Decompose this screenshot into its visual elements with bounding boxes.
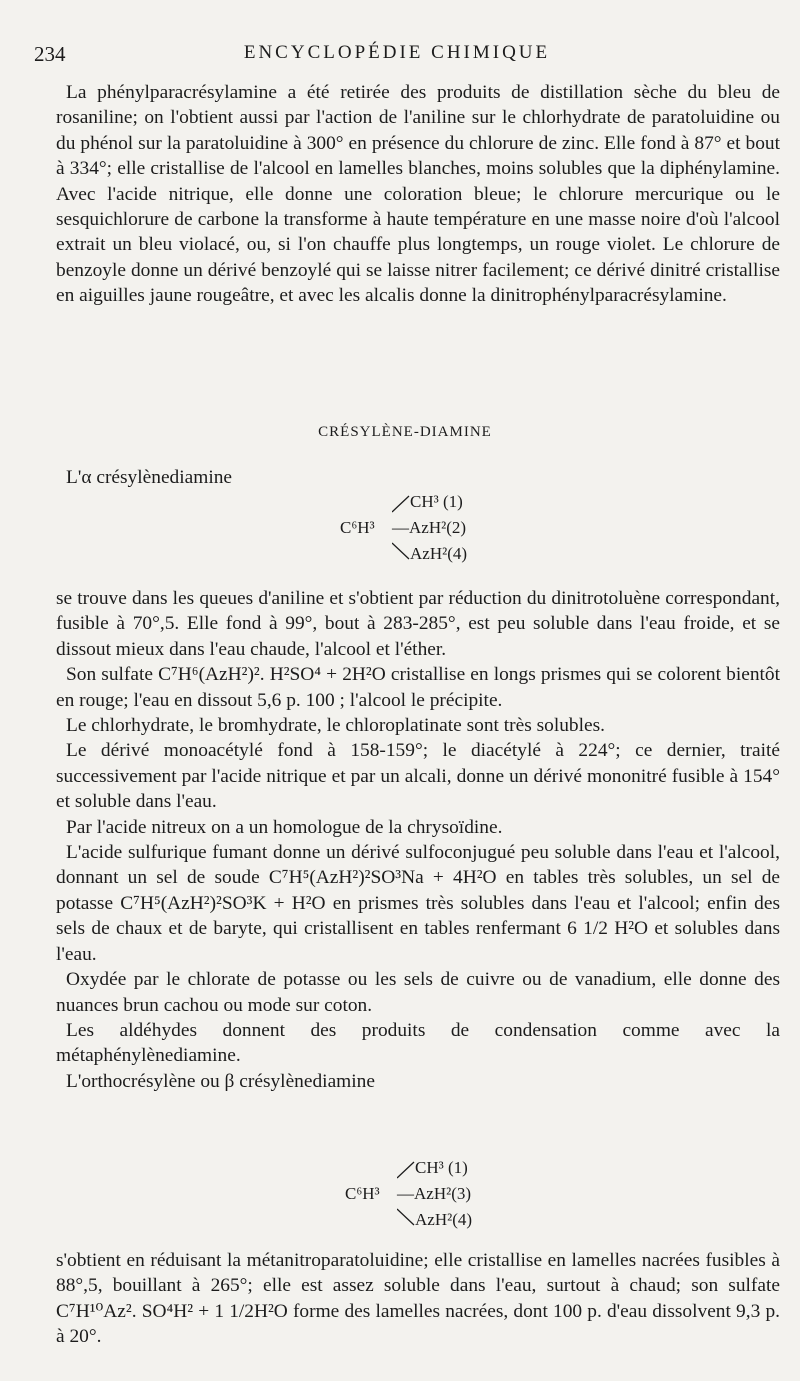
formula-beta xyxy=(345,1158,505,1236)
formula-branch-bottom: AzH²(4) xyxy=(415,1210,472,1230)
page-number: 234 xyxy=(34,42,66,66)
page-header xyxy=(34,42,760,72)
formula-branch-middle: —AzH²(2) xyxy=(392,518,467,537)
bond-down-icon xyxy=(392,542,410,560)
formula-branch-middle: —AzH²(3) xyxy=(397,1184,472,1203)
formula-branch-top: CH³ (1) xyxy=(415,1158,468,1178)
bond-up-icon xyxy=(392,495,410,513)
alpha-intro: L'α crésylènediamine xyxy=(66,467,233,488)
formula-branch-bottom: AzH²(4) xyxy=(410,544,467,564)
formula-base: C⁶H³ xyxy=(340,518,375,537)
paragraph-phenylparacresylamine: La phénylparacrésylamine a été retirée des produits de distillation sèche du bleu de rosaniline; on l'obtient aussi par l'action de l'aniline sur le chlorhydrate de paratoluidine ou du phénol sur la paratoluidine à 300° en présence du chlorure de zinc. Elle fond à 87° et bout à 334°; elle cristallise de l'alcool en lamelles blanches, moins solubles que la diphénylamine. Avec l'acide nitrique, elle donne une coloration bleue; le chlorure mercurique ou le sesquichlorure de carbone la transforme à haute température en une masse noire d'où l'alcool extrait un bleu violacé, ou, si l'on chauffe plus longtemps, un rouge violet. Le chlorure de benzoyle donne un dérivé benzoylé qui se laisse nitrer facilement; ce dérivé dinitré cristallise en aiguilles jaune rougeâtre, et avec les alcalis donne la dinitrophénylparacrésylamine. xyxy=(56,82,780,307)
formula-base: C⁶H³ xyxy=(345,1184,380,1203)
running-head: ENCYCLOPÉDIE CHIMIQUE xyxy=(243,42,551,63)
beta-properties: s'obtient en réduisant la métanitroparatoluidine; elle cristallise en lamelles nacrées fusibles à 88°,5, bouillant à 265°; elle est assez soluble dans l'eau, surtout à chaud; son sulfate C⁷H¹⁰Az². SO⁴H² + 1 1/2H²O forme des lamelles nacrées, dont 100 p. d'eau dissolvent 9,3 p. à 20°. xyxy=(56,1250,780,1348)
formula-alpha xyxy=(340,492,500,570)
bond-up-icon xyxy=(397,1161,415,1179)
section-heading: CRÉSYLÈNE-DIAMINE xyxy=(318,424,492,440)
formula-branch-top: CH³ (1) xyxy=(410,492,463,512)
alpha-properties: se trouve dans les queues d'aniline et s'obtient par réduction du dinitrotoluène correspondant, fusible à 70°,5. Elle fond à 99°, bout à 283-285°, est peu soluble dans l'eau froide, et se dissout mieux dans l'eau chaude, l'alcool et l'éther. Son sulfate C⁷H⁶(AzH²)². H²SO⁴ + 2H²O cristallise en longs prismes qui se colorent bientôt en rouge; l'eau en dissout 5,6 p. 100 ; l'alcool le précipite. Le chlorhydrate, le bromhydrate, le chloroplatinate sont très solubles. Le dérivé monoacétylé fond à 158-159°; le diacétylé à 224°; ce dernier, traité successivement par l'acide nitrique et par un alcali, donne un dérivé mononitré fusible à 154° et soluble dans l'eau. Par l'acide nitreux on a un homologue de la chrysoïdine. L'acide sulfurique fumant donne un dérivé sulfoconjugué peu soluble dans l'eau et l'alcool, donnant un sel de soude C⁷H⁵(AzH²)²SO³Na + 4H²O en tables très solubles, un sel de potasse C⁷H⁵(AzH²)²SO³K + H²O en prismes très solubles dans l'eau et l'alcool; enfin des sels de chaux et de baryte, qui cristallisent en tables renfermant 6 1/2 H²O et solubles dans l'eau. Oxydée par le chlorate de potasse ou les sels de cuivre ou de vanadium, elle donne des nuances brun cachou ou mode sur coton. Les aldéhydes donnent des produits de condensation comme avec la métaphénylènediamine. L'orthocrésylène ou β crésylènediamine xyxy=(56,588,780,1092)
bond-down-icon xyxy=(397,1208,415,1226)
